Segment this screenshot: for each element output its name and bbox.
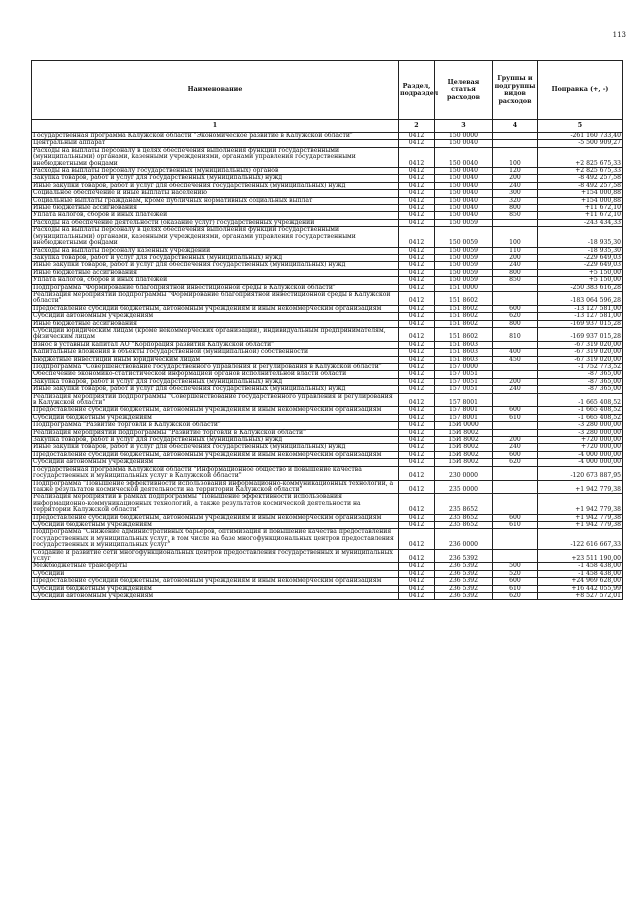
row-razdel-cell: 0412 — [399, 175, 435, 182]
row-name-cell: Иные закупки товаров, работ и услуг для обеспечения государственных (муниципальных) нужд — [32, 182, 399, 189]
row-name-cell: Межбюджетные трансферты — [32, 563, 399, 570]
row-amount-cell: -122 616 667,33 — [538, 529, 623, 549]
row-vid-cell — [493, 140, 538, 147]
row-razdel-cell: 0412 — [399, 444, 435, 451]
header-name: Наименование — [32, 61, 399, 120]
row-statya-cell: 150 0040 — [435, 175, 493, 182]
row-razdel-cell: 0412 — [399, 327, 435, 341]
table-row — [32, 227, 623, 247]
row-statya-cell: 157 8001 — [435, 407, 493, 414]
table-row — [32, 313, 623, 320]
row-amount-cell: -67 319 020,00 — [538, 349, 623, 356]
row-name-cell: Субсидии бюджетным учреждениям — [32, 521, 399, 528]
row-razdel-cell: 0412 — [399, 570, 435, 577]
column-number: 1 — [32, 120, 399, 133]
row-razdel-cell: 0412 — [399, 262, 435, 269]
row-statya-cell: 150 0059 — [435, 269, 493, 276]
row-vid-cell: 610 — [493, 585, 538, 592]
table-row — [32, 480, 623, 494]
header-razdel: Раздел, подраздел — [399, 61, 435, 120]
row-amount-cell: -67 319 020,00 — [538, 356, 623, 363]
row-amount-cell: +16 442 055,99 — [538, 585, 623, 592]
row-name-cell: Уплата налогов, сборов и иных платежей — [32, 277, 399, 284]
row-name-cell: Субсидии автономным учреждениям — [32, 593, 399, 600]
table-body — [32, 133, 623, 600]
row-statya-cell: 150 0059 — [435, 227, 493, 247]
row-name-cell: Расходы на выплаты персоналу в целях обеспечения выполнения функций государственными (муниципальными) органами, казенными учреждениями, органами управления государственными внебюджетными фондами — [32, 227, 399, 247]
row-amount-cell: +23 511 190,00 — [538, 549, 623, 563]
row-name-cell: Подпрограмма "Развитие торговли в Калужской области" — [32, 422, 399, 429]
row-amount-cell: +11 672,10 — [538, 212, 623, 219]
row-amount-cell: -1 458 438,00 — [538, 570, 623, 577]
row-name-cell: Реализация мероприятий подпрограммы "Развитие торговли в Калужской области" — [32, 429, 399, 436]
row-statya-cell: 15И 8002 — [435, 451, 493, 458]
row-name-cell: Взнос в уставный капитал АО "Корпорация развития Калужской области" — [32, 341, 399, 348]
row-statya-cell: 236 0000 — [435, 529, 493, 549]
row-razdel-cell: 0412 — [399, 529, 435, 549]
row-amount-cell: -18 935,30 — [538, 247, 623, 254]
row-name-cell: Иные закупки товаров, работ и услуг для обеспечения государственных (муниципальных) нужд — [32, 262, 399, 269]
row-razdel-cell: 0412 — [399, 182, 435, 189]
row-name-cell: Государственная программа Калужской области "Информационное общество и повышение качества государственных и муниципальных услуг в Калужской области" — [32, 466, 399, 480]
row-name-cell: Предоставление субсидий бюджетным, автономным учреждениям и иным некоммерческим организациям — [32, 451, 399, 458]
row-statya-cell: 235 0000 — [435, 480, 493, 494]
row-razdel-cell: 0412 — [399, 168, 435, 175]
row-amount-cell: +154 000,88 — [538, 197, 623, 204]
row-vid-cell: 200 — [493, 175, 538, 182]
row-statya-cell: 151 8603 — [435, 356, 493, 363]
row-name-cell: Обеспечение экономико-статистической информацией органов исполнительной власти области — [32, 371, 399, 378]
row-name-cell: Реализация мероприятий в рамках подпрограммы "Повышение эффективности использования информационно-коммуникационных технологий, а также результатов космической деятельности на территории Калужской области" — [32, 494, 399, 514]
row-vid-cell — [493, 291, 538, 305]
row-amount-cell: +1 942 779,38 — [538, 514, 623, 521]
row-vid-cell: 620 — [493, 313, 538, 320]
row-amount-cell: -1 665 408,52 — [538, 393, 623, 407]
row-amount-cell: -13 127 581,00 — [538, 313, 623, 320]
row-amount-cell: +154 000,88 — [538, 190, 623, 197]
row-vid-cell: 800 — [493, 320, 538, 327]
table-row — [32, 349, 623, 356]
row-razdel-cell: 0412 — [399, 247, 435, 254]
row-razdel-cell: 0412 — [399, 305, 435, 312]
table-row — [32, 563, 623, 570]
row-name-cell: Центральный аппарат — [32, 140, 399, 147]
row-amount-cell: -169 937 015,28 — [538, 327, 623, 341]
row-name-cell: Иные бюджетные ассигнования — [32, 205, 399, 212]
row-amount-cell: -243 434,33 — [538, 219, 623, 226]
row-razdel-cell: 0412 — [399, 386, 435, 393]
row-vid-cell: 610 — [493, 414, 538, 421]
row-name-cell: Бюджетные инвестиции иным юридическим лицам — [32, 356, 399, 363]
row-name-cell: Иные бюджетные ассигнования — [32, 269, 399, 276]
row-name-cell: Иные бюджетные ассигнования — [32, 320, 399, 327]
table-row — [32, 578, 623, 585]
row-vid-cell: 240 — [493, 444, 538, 451]
row-statya-cell: 236 5392 — [435, 585, 493, 592]
row-name-cell: Подпрограмма "Совершенствование государственного управления и регулирования в Калужской области" — [32, 364, 399, 371]
row-razdel-cell: 0412 — [399, 205, 435, 212]
row-statya-cell: 150 0040 — [435, 147, 493, 167]
row-vid-cell: 600 — [493, 578, 538, 585]
row-name-cell: Субсидии автономным учреждениям — [32, 459, 399, 466]
row-razdel-cell: 0412 — [399, 313, 435, 320]
row-amount-cell: +1 942 779,38 — [538, 494, 623, 514]
table-row — [32, 133, 623, 140]
row-amount-cell: +720 000,00 — [538, 437, 623, 444]
row-razdel-cell: 0412 — [399, 459, 435, 466]
table-row — [32, 386, 623, 393]
row-amount-cell: +5 150,00 — [538, 277, 623, 284]
table-row — [32, 529, 623, 549]
row-razdel-cell: 0412 — [399, 480, 435, 494]
row-amount-cell: -18 935,30 — [538, 227, 623, 247]
row-name-cell: Подпрограмма "Формирование благоприятной инвестиционной среды в Калужской области" — [32, 284, 399, 291]
row-razdel-cell: 0412 — [399, 284, 435, 291]
row-vid-cell: 600 — [493, 514, 538, 521]
row-razdel-cell: 0412 — [399, 578, 435, 585]
row-amount-cell: -3 280 000,00 — [538, 422, 623, 429]
row-statya-cell: 151 8602 — [435, 327, 493, 341]
row-statya-cell: 235 8652 — [435, 494, 493, 514]
row-razdel-cell: 0412 — [399, 147, 435, 167]
row-name-cell: Субсидии бюджетным учреждениям — [32, 585, 399, 592]
row-razdel-cell: 0412 — [399, 291, 435, 305]
row-name-cell: Реализация мероприятий подпрограммы "Формирование благоприятной инвестиционной среды в Калужской области" — [32, 291, 399, 305]
row-vid-cell: 850 — [493, 212, 538, 219]
row-name-cell: Уплата налогов, сборов и иных платежей — [32, 212, 399, 219]
row-razdel-cell: 0412 — [399, 549, 435, 563]
row-name-cell: Предоставление субсидий бюджетным, автономным учреждениям и иным некоммерческим организациям — [32, 407, 399, 414]
row-name-cell: Субсидии — [32, 570, 399, 577]
row-statya-cell: 15И 8002 — [435, 437, 493, 444]
row-statya-cell: 151 8602 — [435, 320, 493, 327]
row-razdel-cell: 0412 — [399, 514, 435, 521]
row-vid-cell — [493, 466, 538, 480]
row-razdel-cell: 0412 — [399, 140, 435, 147]
row-razdel-cell: 0412 — [399, 197, 435, 204]
row-statya-cell: 236 5392 — [435, 563, 493, 570]
row-razdel-cell: 0412 — [399, 356, 435, 363]
row-vid-cell: 800 — [493, 269, 538, 276]
row-amount-cell: -8 492 257,58 — [538, 175, 623, 182]
row-vid-cell: 240 — [493, 386, 538, 393]
row-name-cell: Социальное обеспечение и иные выплаты населению — [32, 190, 399, 197]
row-razdel-cell: 0412 — [399, 451, 435, 458]
row-amount-cell: +8 527 572,01 — [538, 593, 623, 600]
row-statya-cell: 150 0040 — [435, 190, 493, 197]
table-row — [32, 147, 623, 167]
table-row — [32, 277, 623, 284]
row-statya-cell: 157 0051 — [435, 378, 493, 385]
row-vid-cell — [493, 529, 538, 549]
row-name-cell: Предоставление субсидий бюджетным, автономным учреждениям и иным некоммерческим организациям — [32, 305, 399, 312]
row-statya-cell: 150 0040 — [435, 212, 493, 219]
row-statya-cell: 150 0059 — [435, 247, 493, 254]
row-amount-cell: -261 160 733,40 — [538, 133, 623, 140]
row-statya-cell: 157 8001 — [435, 393, 493, 407]
row-amount-cell: +720 000,00 — [538, 444, 623, 451]
row-vid-cell: 600 — [493, 451, 538, 458]
row-razdel-cell: 0412 — [399, 437, 435, 444]
row-razdel-cell: 0412 — [399, 254, 435, 261]
row-name-cell: Иные закупки товаров, работ и услуг для обеспечения государственных (муниципальных) нужд — [32, 386, 399, 393]
row-amount-cell: -250 383 616,28 — [538, 284, 623, 291]
row-statya-cell: 15И 8002 — [435, 429, 493, 436]
row-name-cell: Предоставление субсидий бюджетным, автономным учреждениям и иным некоммерческим организациям — [32, 514, 399, 521]
row-vid-cell: 600 — [493, 407, 538, 414]
row-statya-cell: 151 8603 — [435, 341, 493, 348]
row-razdel-cell: 0412 — [399, 414, 435, 421]
row-vid-cell — [493, 364, 538, 371]
row-vid-cell: 240 — [493, 182, 538, 189]
row-vid-cell — [493, 393, 538, 407]
row-statya-cell: 150 0040 — [435, 140, 493, 147]
row-name-cell: Социальные выплаты гражданам, кроме публичных нормативных социальных выплат — [32, 197, 399, 204]
row-amount-cell: -67 319 020,00 — [538, 341, 623, 348]
column-number: 3 — [435, 120, 493, 133]
row-name-cell: Подпрограмма "Снижение административных барьеров, оптимизация и повышение качества предоставления государственных и муниципальных услуг, в том числе на базе многофункциональных центров предоставления государственных и муниципальных услуг" — [32, 529, 399, 549]
row-name-cell: Расходы на выплаты персоналу в целях обеспечения выполнения функций государственными (муниципальными) органами, казенными учреждениями, органами управления государственными внебюджетными фондами — [32, 147, 399, 167]
table-row — [32, 466, 623, 480]
row-name-cell: Иные закупки товаров, работ и услуг для обеспечения государственных (муниципальных) нужд — [32, 444, 399, 451]
row-vid-cell — [493, 133, 538, 140]
row-statya-cell: 236 5392 — [435, 570, 493, 577]
row-razdel-cell: 0412 — [399, 429, 435, 436]
row-razdel-cell: 0412 — [399, 364, 435, 371]
row-statya-cell: 236 5392 — [435, 578, 493, 585]
row-razdel-cell: 0412 — [399, 212, 435, 219]
row-statya-cell: 15И 8002 — [435, 444, 493, 451]
row-vid-cell: 120 — [493, 168, 538, 175]
row-vid-cell: 810 — [493, 327, 538, 341]
row-vid-cell: 610 — [493, 521, 538, 528]
row-statya-cell: 150 0040 — [435, 205, 493, 212]
row-vid-cell: 400 — [493, 349, 538, 356]
row-statya-cell: 235 8652 — [435, 514, 493, 521]
row-razdel-cell: 0412 — [399, 593, 435, 600]
row-amount-cell: -87 365,00 — [538, 378, 623, 385]
row-amount-cell: -183 064 596,28 — [538, 291, 623, 305]
table-row — [32, 549, 623, 563]
row-razdel-cell: 0412 — [399, 494, 435, 514]
row-amount-cell: -1 665 408,52 — [538, 407, 623, 414]
header-statya: Целевая статья расходов — [435, 61, 493, 120]
row-name-cell: Закупка товаров, работ и услуг для государственных (муниципальных) нужд — [32, 254, 399, 261]
row-razdel-cell: 0412 — [399, 133, 435, 140]
column-number-row — [32, 120, 623, 133]
row-vid-cell: 320 — [493, 197, 538, 204]
row-name-cell: Расходы на обеспечение деятельности (оказание услуг) государственных учреждений — [32, 219, 399, 226]
row-vid-cell: 850 — [493, 277, 538, 284]
row-statya-cell: 15И 8002 — [435, 459, 493, 466]
row-name-cell: Расходы на выплаты персоналу государственных (муниципальных) органов — [32, 168, 399, 175]
row-amount-cell: -1 752 773,52 — [538, 364, 623, 371]
row-statya-cell: 157 0000 — [435, 364, 493, 371]
row-razdel-cell: 0412 — [399, 269, 435, 276]
row-statya-cell: 151 0000 — [435, 284, 493, 291]
row-name-cell: Капитальные вложения в объекты государственной (муниципальной) собственности — [32, 349, 399, 356]
row-name-cell: Реализация мероприятий подпрограммы "Совершенствование государственного управления и регулирования в Калужской области" — [32, 393, 399, 407]
row-vid-cell: 800 — [493, 205, 538, 212]
row-amount-cell: +2 825 675,33 — [538, 147, 623, 167]
row-amount-cell: +5 150,00 — [538, 269, 623, 276]
row-statya-cell: 150 0040 — [435, 168, 493, 175]
row-vid-cell: 200 — [493, 437, 538, 444]
row-amount-cell: -13 127 581,00 — [538, 305, 623, 312]
row-vid-cell: 620 — [493, 459, 538, 466]
row-statya-cell: 157 0051 — [435, 371, 493, 378]
row-name-cell: Закупка товаров, работ и услуг для государственных (муниципальных) нужд — [32, 437, 399, 444]
page-number: 113 — [612, 31, 626, 39]
row-vid-cell: 500 — [493, 563, 538, 570]
row-name-cell: Закупка товаров, работ и услуг для государственных (муниципальных) нужд — [32, 378, 399, 385]
row-razdel-cell: 0412 — [399, 585, 435, 592]
table-row — [32, 291, 623, 305]
row-vid-cell: 520 — [493, 570, 538, 577]
row-amount-cell: -3 280 000,00 — [538, 429, 623, 436]
row-razdel-cell: 0412 — [399, 378, 435, 385]
row-vid-cell: 620 — [493, 593, 538, 600]
row-razdel-cell: 0412 — [399, 349, 435, 356]
budget-amendment-table — [31, 60, 623, 600]
row-amount-cell: +11 672,10 — [538, 205, 623, 212]
row-amount-cell: -229 649,03 — [538, 254, 623, 261]
row-vid-cell — [493, 284, 538, 291]
row-amount-cell: -87 365,00 — [538, 371, 623, 378]
row-statya-cell: 157 0051 — [435, 386, 493, 393]
row-statya-cell: 230 0000 — [435, 466, 493, 480]
row-amount-cell: -1 458 438,00 — [538, 563, 623, 570]
column-number: 4 — [493, 120, 538, 133]
row-statya-cell: 236 5392 — [435, 549, 493, 563]
header-vid: Группы и подгруппы видов расходов — [493, 61, 538, 120]
row-statya-cell: 150 0000 — [435, 133, 493, 140]
row-vid-cell: 200 — [493, 254, 538, 261]
row-name-cell: Подпрограмма "Повышение эффективности использования информационно-коммуникационных технологий, а также результатов космической деятельности на территории Калужской области" — [32, 480, 399, 494]
row-razdel-cell: 0412 — [399, 521, 435, 528]
row-name-cell: Предоставление субсидий бюджетным, автономным учреждениям и иным некоммерческим организациям — [32, 578, 399, 585]
row-amount-cell: -1 665 408,52 — [538, 414, 623, 421]
row-amount-cell: +24 969 628,00 — [538, 578, 623, 585]
row-name-cell: Государственная программа Калужской области "Экономическое развитие в Калужской области" — [32, 133, 399, 140]
row-statya-cell: 150 0059 — [435, 254, 493, 261]
row-amount-cell: -8 492 257,58 — [538, 182, 623, 189]
row-amount-cell: +1 942 779,38 — [538, 480, 623, 494]
row-name-cell: Субсидии автономным учреждениям — [32, 313, 399, 320]
row-vid-cell: 200 — [493, 378, 538, 385]
row-statya-cell: 150 0059 — [435, 277, 493, 284]
row-razdel-cell: 0412 — [399, 219, 435, 226]
row-statya-cell: 236 5392 — [435, 593, 493, 600]
row-name-cell: Расходы на выплаты персоналу казенных учреждений — [32, 247, 399, 254]
row-vid-cell: 240 — [493, 262, 538, 269]
row-statya-cell: 150 0059 — [435, 219, 493, 226]
row-vid-cell: 300 — [493, 190, 538, 197]
row-name-cell: Субсидии бюджетным учреждениям — [32, 414, 399, 421]
row-statya-cell: 235 8652 — [435, 521, 493, 528]
row-statya-cell: 150 0040 — [435, 197, 493, 204]
row-name-cell: Субсидии юридическим лицам (кроме некоммерческих организаций), индивидуальным предпринимателям, физическим лицам — [32, 327, 399, 341]
row-amount-cell: -229 649,03 — [538, 262, 623, 269]
row-statya-cell: 151 8603 — [435, 349, 493, 356]
row-vid-cell: 100 — [493, 227, 538, 247]
row-razdel-cell: 0412 — [399, 422, 435, 429]
row-amount-cell: +1 942 779,38 — [538, 521, 623, 528]
row-razdel-cell: 0412 — [399, 227, 435, 247]
row-statya-cell: 15И 0000 — [435, 422, 493, 429]
row-amount-cell: +2 825 675,33 — [538, 168, 623, 175]
row-vid-cell — [493, 480, 538, 494]
row-amount-cell: -169 937 015,28 — [538, 320, 623, 327]
column-number: 2 — [399, 120, 435, 133]
row-name-cell: Закупка товаров, работ и услуг для государственных (муниципальных) нужд — [32, 175, 399, 182]
row-razdel-cell: 0412 — [399, 466, 435, 480]
row-vid-cell: 600 — [493, 305, 538, 312]
row-vid-cell: 450 — [493, 356, 538, 363]
row-statya-cell: 157 8001 — [435, 414, 493, 421]
row-razdel-cell: 0412 — [399, 341, 435, 348]
table-header-row — [32, 61, 623, 120]
row-name-cell: Создание и развитие сети многофункциональных центров предоставления государственных и муниципальных услуг — [32, 549, 399, 563]
row-razdel-cell: 0412 — [399, 407, 435, 414]
row-vid-cell — [493, 549, 538, 563]
row-vid-cell: 100 — [493, 147, 538, 167]
row-razdel-cell: 0412 — [399, 393, 435, 407]
row-statya-cell: 151 8602 — [435, 313, 493, 320]
row-statya-cell: 150 0059 — [435, 262, 493, 269]
row-vid-cell — [493, 494, 538, 514]
row-amount-cell: -87 365,00 — [538, 386, 623, 393]
row-amount-cell: -4 000 000,00 — [538, 459, 623, 466]
row-vid-cell: 110 — [493, 247, 538, 254]
row-razdel-cell: 0412 — [399, 371, 435, 378]
row-statya-cell: 151 8602 — [435, 291, 493, 305]
column-number: 5 — [538, 120, 623, 133]
row-statya-cell: 150 0040 — [435, 182, 493, 189]
table-row — [32, 494, 623, 514]
table-row — [32, 393, 623, 407]
row-amount-cell: -4 000 000,00 — [538, 451, 623, 458]
row-razdel-cell: 0412 — [399, 320, 435, 327]
row-vid-cell — [493, 219, 538, 226]
row-amount-cell: -5 500 909,27 — [538, 140, 623, 147]
row-razdel-cell: 0412 — [399, 277, 435, 284]
row-razdel-cell: 0412 — [399, 190, 435, 197]
row-statya-cell: 151 8602 — [435, 305, 493, 312]
row-vid-cell — [493, 422, 538, 429]
table-row — [32, 327, 623, 341]
table-row — [32, 593, 623, 600]
row-razdel-cell: 0412 — [399, 563, 435, 570]
row-amount-cell: -120 673 887,95 — [538, 466, 623, 480]
header-amount: Поправка (+, -) — [538, 61, 623, 120]
